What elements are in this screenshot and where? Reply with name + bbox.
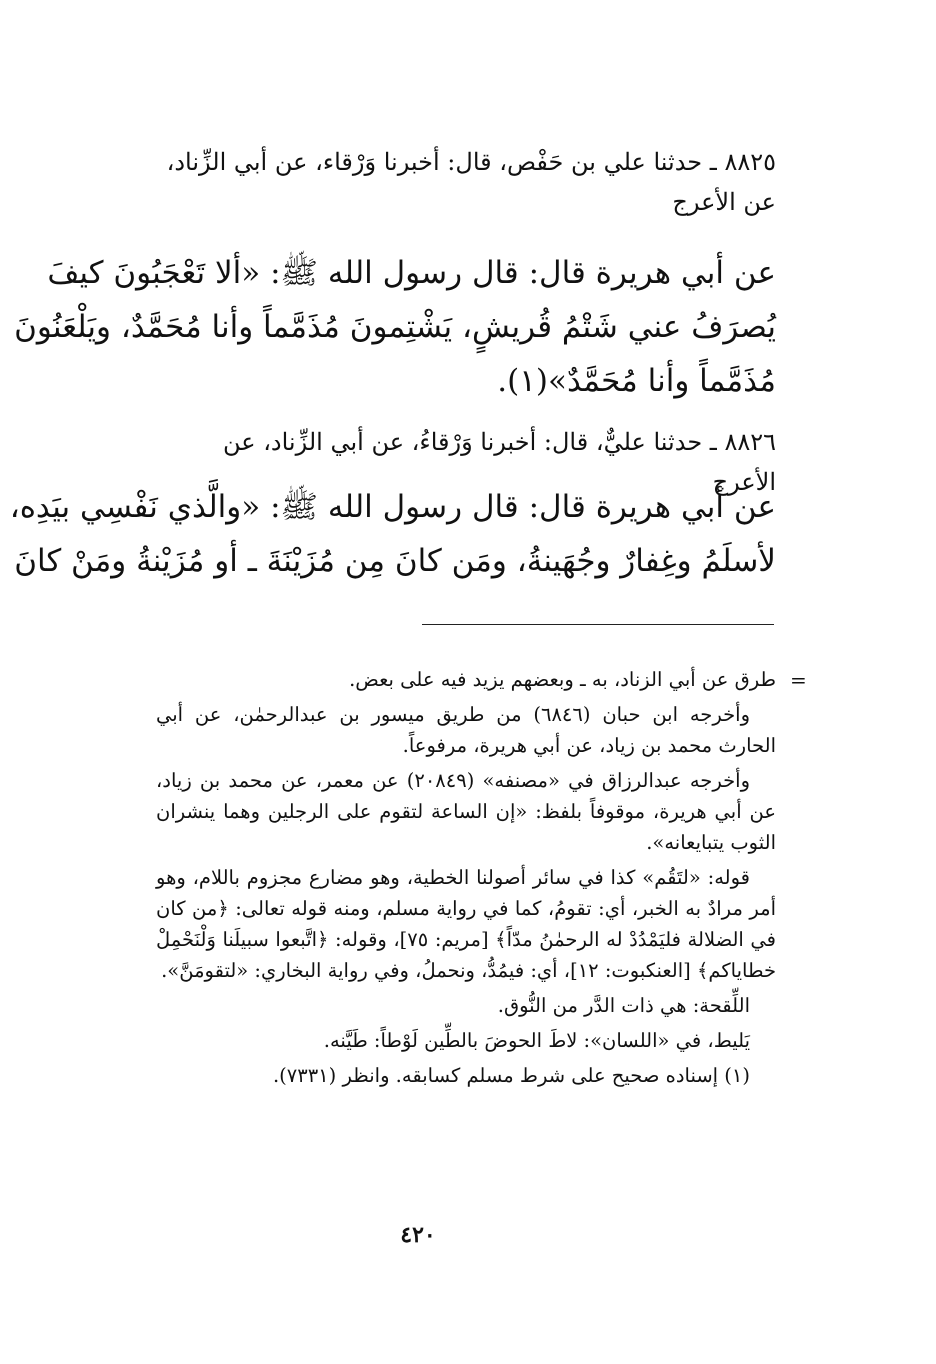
footnote-continuation-mark: = <box>790 668 807 692</box>
footnote-paragraph: (١) إسناده صحيح على شرط مسلم كسابقه. وانظر (٧٣٣١). <box>272 1064 750 1087</box>
hadith-8825-isnad <box>156 142 776 222</box>
isnad-line: ٨٨٢٥ ـ حدثنا علي بن حَفْص، قال: أخبرنا وَرْقاء، عن أبي الزِّناد، <box>166 148 776 176</box>
footnote-paragraph: وأخرجه ابن حبان (٦٨٤٦) من طريق ميسور بن عبدالرحمٰن، عن أبي الحارث محمد بن زياد، عن أبي هريرة، مرفوعاً. <box>156 703 776 757</box>
matn-line: لأسلَمُ وغِفارٌ وجُهَينةُ، ومَن كانَ مِن مُزَيْنَةَ ـ أو مُزَيْنةُ ومَنْ كانَ <box>14 543 776 579</box>
matn-line: عن أبي هريرة قال: قال رسول الله ﷺ: «ألا تَعْجَبُونَ كيفَ <box>47 255 776 291</box>
matn-line: مُذَمَّماً وأنا مُحَمَّدٌ»(١). <box>497 363 776 399</box>
isnad-line: عن الأعرج <box>672 188 776 216</box>
matn-line: عن أبي هريرة قال: قال رسول الله ﷺ: «والَّذي نَفْسِي بيَدِه، <box>9 489 776 525</box>
footnote-paragraph: قوله: «لتَقُم» كذا في سائر أصولنا الخطية، وهو مضارع مجزوم باللام، وهو أمر مرادٌ به الخبر، أي: تقومُ، كما في رواية مسلم، ومنه قوله تعالى: ﴿من كان في الضلالة فليَمْدُدْ له الرحمٰنُ مدّاً﴾ [مريم: ٧٥]، وقوله: ﴿اتَّبعوا سبيلَنا وَلْنَحْمِلْ خطاياكم﴾ [العنكبوت: ١٢]، أي: فيمُدُّ، ونحملُ، وفي رواية البخاري: «لتقومَنَّ». <box>156 866 776 982</box>
footnote-paragraph: طرق عن أبي الزناد، به ـ وبعضهم يزيد فيه على بعض. <box>349 668 776 691</box>
footnote-paragraph: وأخرجه عبدالرزاق في «مصنفه» (٢٠٨٤٩) عن معمر، عن محمد بن زياد، عن أبي هريرة، موقوفاً بلفظ: «إن الساعة لتقوم على الرجلين وهما ينشران الثوب يتبايعانه». <box>156 769 776 854</box>
hadith-8826-matn <box>9 480 776 588</box>
matn-line: يُصرَفُ عني شَتْمُ قُريشٍ، يَشْتِمونَ مُذَمَّماً وأنا مُحَمَّدٌ، ويَلْعَنُونَ <box>14 309 776 345</box>
page-number: ٤٢٠ <box>400 1222 436 1248</box>
footnote-paragraph: يَليط، في «اللسان»: لاطَ الحوضَ بالطِّين لَوْطاً: طَيَّنه. <box>323 1029 750 1052</box>
isnad-line: ٨٨٢٦ ـ حدثنا عليٌّ، قال: أخبرنا وَرْقاءُ، عن أبي الزِّناد، عن الأعرج <box>222 428 776 496</box>
footnotes <box>156 664 776 1095</box>
footnote-paragraph: اللِّقحة: هي ذات الدَّر من النُّوق. <box>497 994 750 1017</box>
hadith-8825-matn <box>14 246 776 408</box>
footnote-divider <box>422 624 774 625</box>
